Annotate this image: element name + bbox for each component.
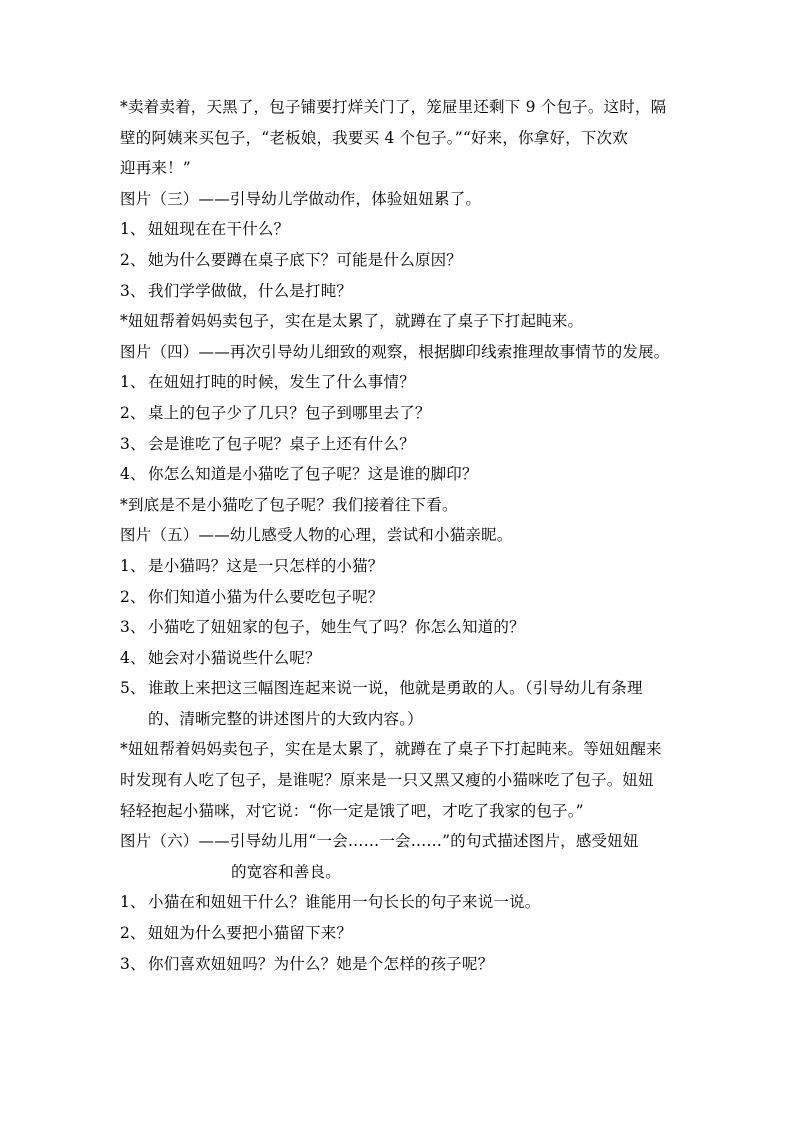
list-number: 3、 <box>120 281 146 300</box>
text-line: 壁的阿姨来买包子，“老板娘，我要买 4 个包子。”“好来，你拿好，下次欢 <box>120 128 628 147</box>
list-item <box>120 214 680 245</box>
list-text: 妞妞为什么要把小猫留下来？ <box>148 924 353 943</box>
list-item <box>120 429 680 460</box>
list-text: 小猫在和妞妞干什么？谁能用一句长长的句子来说一说。 <box>148 893 541 912</box>
list-number: 4、 <box>120 648 146 667</box>
list-number: 1、 <box>120 893 146 912</box>
list-text: 你们知道小猫为什么要吃包子呢？ <box>148 587 384 606</box>
list-number: 2、 <box>120 403 146 422</box>
paragraph-story-part <box>120 734 680 826</box>
list-text: 谁敢上来把这三幅图连起来说一说，他就是勇敢的人。（引导幼儿有条理 <box>148 679 643 698</box>
list-text: 妞妞现在在干什么？ <box>148 220 290 239</box>
list-item <box>120 918 680 949</box>
section-heading-picture-6: 图片（六）——引导幼儿用“一会……一会……”的句式描述图片，感受妞妞 <box>120 832 639 851</box>
list-item <box>120 643 680 674</box>
list-number: 4、 <box>120 465 146 484</box>
list-item <box>120 949 680 980</box>
list-item <box>120 551 680 582</box>
list-text: 她会对小猫说些什么呢？ <box>148 648 321 667</box>
section-heading-picture-5: 图片（五）——幼儿感受人物的心理，尝试和小猫亲昵。 <box>120 526 513 545</box>
list-item <box>120 367 680 398</box>
section-heading-picture-4: 图片（四）——再次引导幼儿细致的观察，根据脚印线索推理故事情节的发展。 <box>120 342 670 361</box>
text-line: 时发现有人吃了包子，是谁呢？原来是一只又黑又瘦的小猫咪吃了包子。妞妞 <box>120 771 654 790</box>
text-line: 迎再来！” <box>120 159 191 178</box>
section-heading-picture-3: 图片（三）——引导幼儿学做动作，体验妞妞累了。 <box>120 189 482 208</box>
list-number: 1、 <box>120 373 146 392</box>
list-text: 是小猫吗？这是一只怎样的小猫？ <box>148 556 384 575</box>
list-number: 5、 <box>120 679 146 698</box>
list-number: 1、 <box>120 220 146 239</box>
list-text: 她为什么要蹲在桌子底下？可能是什么原因？ <box>148 250 463 269</box>
paragraph-story-part <box>120 92 680 184</box>
text-line: *妞妞帮着妈妈卖包子，实在是太累了，就蹲在了桌子下打起盹来。等妞妞醒来 <box>120 740 662 759</box>
list-item <box>120 398 680 429</box>
list-text: 小猫吃了妞妞家的包子，她生气了吗？你怎么知道的？ <box>148 618 525 637</box>
list-text: 桌上的包子少了几只？包子到哪里去了？ <box>148 403 431 422</box>
list-text: 我们学学做做，什么是打盹？ <box>148 281 353 300</box>
section-heading-continuation: 的宽容和善良。 <box>231 862 341 881</box>
list-text: 会是谁吃了包子呢？桌子上还有什么？ <box>148 434 415 453</box>
document-body <box>120 92 680 979</box>
list-item <box>120 582 680 613</box>
list-number: 3、 <box>120 434 146 453</box>
list-item <box>120 245 680 276</box>
list-number: 2、 <box>120 250 146 269</box>
list-text: 你们喜欢妞妞吗？为什么？她是个怎样的孩子呢？ <box>148 954 494 973</box>
story-summary: *到底是不是小猫吃了包子呢？我们接着往下看。 <box>120 495 458 514</box>
story-summary: *妞妞帮着妈妈卖包子，实在是太累了，就蹲在了桌子下打起盹来。 <box>120 312 584 331</box>
list-number: 3、 <box>120 954 146 973</box>
text-line: 轻轻抱起小猫咪，对它说：“你一定是饿了吧，才吃了我家的包子。” <box>120 801 584 820</box>
list-item <box>120 459 680 490</box>
text-line: *卖着卖着，天黑了，包子铺要打烊关门了，笼屉里还剩下 9 个包子。这时，隔 <box>120 98 667 116</box>
list-text: 你怎么知道是小猫吃了包子呢？这是谁的脚印？ <box>148 465 478 484</box>
list-item <box>120 887 680 918</box>
list-number: 3、 <box>120 618 146 637</box>
list-item-continuation: 的、清晰完整的讲述图片的大致内容。） <box>148 709 423 728</box>
list-text: 在妞妞打盹的时候，发生了什么事情？ <box>148 373 415 392</box>
list-item <box>120 612 680 643</box>
list-number: 2、 <box>120 924 146 943</box>
list-item <box>120 276 680 307</box>
list-item <box>120 673 680 704</box>
list-number: 2、 <box>120 587 146 606</box>
list-number: 1、 <box>120 556 146 575</box>
